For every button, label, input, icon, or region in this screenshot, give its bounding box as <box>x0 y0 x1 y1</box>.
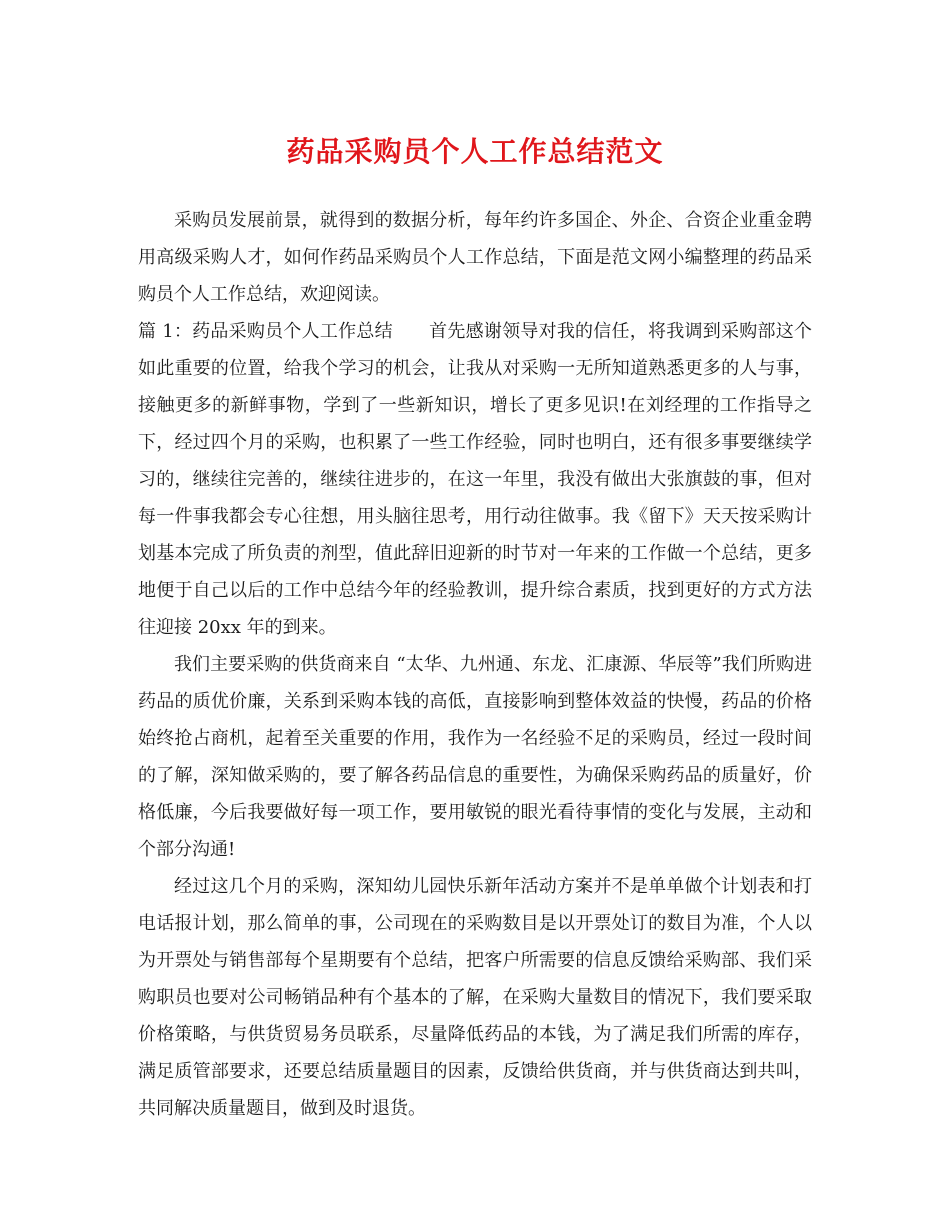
document-body <box>138 202 812 1127</box>
supplier-paragraph: 我们主要采购的供货商来自 “太华、九州通、东龙、汇康源、华辰等”我们所购进药品的质优价廉，关系到采购本钱的高低，直接影响到整体效益的快慢，药品的价格始终抢占商机，起着至关重要的作用，我作为一名经验不足的采购员，经过一段时间的了解，深知做采购的，要了解各药品信息的重要性，为确保采购药品的质量好，价格低廉，今后我要做好每一项工作，要用敏锐的眼光看待事情的变化与发展，主动和个部分沟通! <box>138 654 812 860</box>
document-title: 药品采购员个人工作总结范文 <box>286 135 664 168</box>
section-paragraph <box>138 313 812 646</box>
procurement-paragraph: 经过这几个月的采购，深知幼儿园快乐新年活动方案并不是单单做个计划表和打电话报计划，那么简单的事，公司现在的采购数目是以开票处订的数目为准，个人以为开票处与销售部每个星期要有个总结，把客户所需要的信息反馈给采购部、我们采购职员也要对公司畅销品种有个基本的了解，在采购大量数目的情况下，我们要采取价格策略，与供货贸易务员联系，尽量降低药品的本钱，为了满足我们所需的库存，满足质管部要求，还要总结质量题目的因素，反馈给供货商，并与供货商达到共叫，共同解决质量题目，做到及时退货。 <box>138 876 812 1119</box>
section-first-paragraph: 首先感谢领导对我的信任，将我调到采购部这个如此重要的位置，给我个学习的机会，让我从对采购一无所知道熟悉更多的人与事，接触更多的新鲜事物，学到了一些新知识，增长了更多见识!在刘经理的工作指导之下，经过四个月的采购，也积累了一些工作经验，同时也明白，还有很多事要继续学习的，继续往完善的，继续往进步的，在这一年里，我没有做出大张旗鼓的事，但对每一件事我都会专心往想，用头脑往思考，用行动往做事。我《留下》天天按采购计划基本完成了所负责的剂型，值此辞旧迎新的时节对一年来的工作做一个总结，更多地便于自己以后的工作中总结今年的经验教训，提升综合素质，找到更好的方式方法往迎接 20xx 年的到来。 <box>138 321 812 638</box>
intro-paragraph: 采购员发展前景，就得到的数据分析，每年约许多国企、外企、合资企业重金聘用高级采购人才，如何作药品采购员个人工作总结，下面是范文网小编整理的药品采购员个人工作总结，欢迎阅读。 <box>138 210 812 305</box>
section-heading: 篇 1：药品采购员个人工作总结 <box>138 321 393 342</box>
